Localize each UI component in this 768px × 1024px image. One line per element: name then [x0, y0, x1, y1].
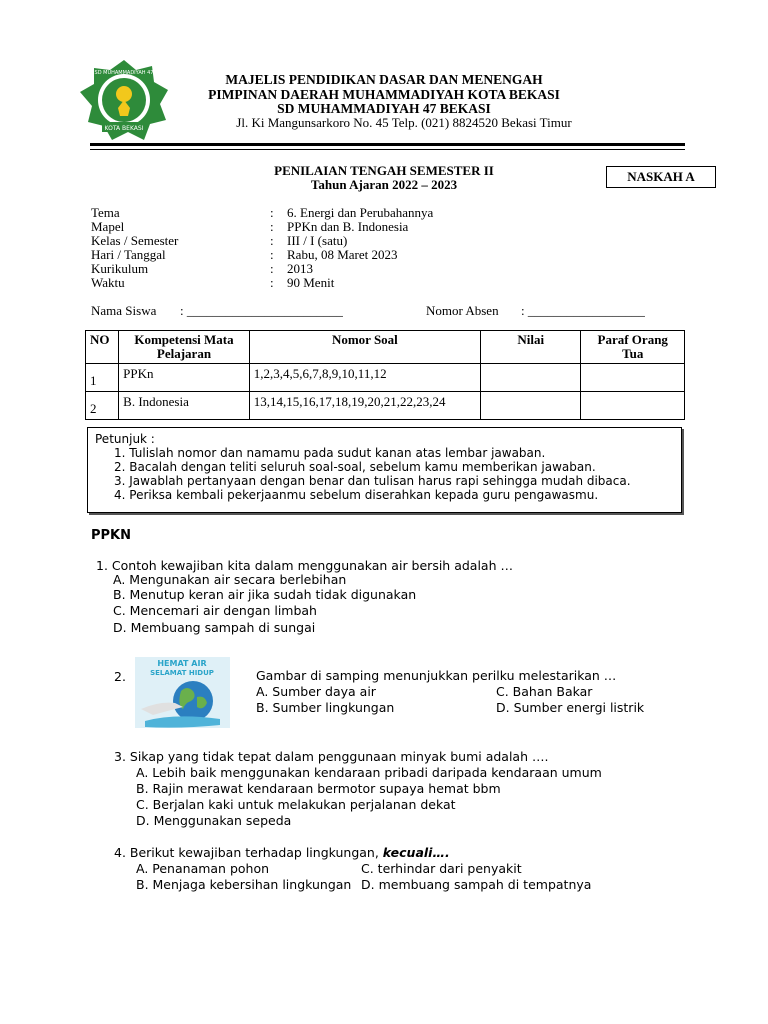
logo-top-text: SD MUHAMMADIYAH 47 — [94, 70, 154, 76]
question-1-option[interactable]: B. Menutup keran air jika sudah tidak digunakan — [113, 587, 417, 602]
info-label: Hari / Tanggal — [91, 247, 166, 262]
question-4-text: 4. Berikut kewajiban terhadap lingkungan, — [114, 845, 383, 860]
question-1-option[interactable]: A. Mengunakan air secara berlebihan — [113, 572, 347, 587]
image-text-1: HEMAT AIR — [157, 659, 207, 668]
logo-bottom-text: KOTA BEKASI — [104, 125, 144, 132]
table-header-nilai: Nilai — [480, 331, 581, 364]
image-text-2: SELAMAT HIDUP — [150, 669, 214, 677]
info-label: Waktu — [91, 275, 125, 290]
exam-year: Tahun Ajaran 2022 – 2023 — [310, 177, 458, 192]
question-2-option-b[interactable]: B. Sumber lingkungan — [256, 700, 395, 715]
question-2-option-d[interactable]: D. Sumber energi listrik — [496, 700, 645, 715]
header-address: Jl. Ki Mangunsarkoro No. 45 Telp. (021) 8824520 Bekasi Timur — [236, 115, 572, 130]
question-1: 1. Contoh kewajiban kita dalam menggunakan air bersih adalah … — [96, 558, 513, 573]
info-value: 90 Menit — [287, 275, 335, 290]
question-2-number: 2. — [114, 669, 126, 684]
row-paraf[interactable] — [581, 392, 685, 420]
info-value: 2013 — [287, 261, 313, 276]
table-row — [86, 364, 685, 392]
nomor-absen-field[interactable]: : __________________ — [521, 303, 645, 318]
row-nilai[interactable] — [480, 392, 581, 420]
row-nilai[interactable] — [480, 364, 581, 392]
row-soal: 13,14,15,16,17,18,19,20,21,22,23,24 — [249, 392, 480, 420]
earth-water-icon — [135, 657, 230, 728]
question-4-emphasis: kecuali…. — [382, 845, 450, 860]
instructions-title: Petunjuk : — [95, 432, 155, 446]
exam-title: PENILAIAN TENGAH SEMESTER II — [274, 163, 494, 178]
table-row — [86, 392, 685, 420]
info-value: PPKn dan B. Indonesia — [287, 219, 409, 234]
question-2: Gambar di samping menunjukkan perilku melestarikan … — [256, 668, 617, 683]
question-1-option[interactable]: D. Membuang sampah di sungai — [113, 620, 316, 635]
question-3-option[interactable]: A. Lebih baik menggunakan kendaraan pribadi daripada kendaraan umum — [136, 765, 602, 780]
section-title: PPKN — [91, 528, 132, 543]
question-4 — [114, 845, 450, 860]
question-4-option-b[interactable]: B. Menjaga kebersihan lingkungan — [136, 877, 352, 892]
question-2-option-a[interactable]: A. Sumber daya air — [256, 684, 376, 699]
instructions-box — [87, 427, 682, 513]
instruction-item: 3. Jawablah pertanyaan dengan benar dan tulisan harus rapi sehingga mudah dibaca. — [114, 474, 631, 488]
row-no: 1 — [86, 364, 119, 392]
question-4-option-c[interactable]: C. terhindar dari penyakit — [361, 861, 522, 876]
header-rule-thick — [90, 143, 685, 146]
header-line-1: MAJELIS PENDIDIKAN DASAR DAN MENENGAH — [225, 72, 543, 87]
table-header-no: NO — [86, 331, 119, 364]
info-label: Tema — [91, 205, 120, 220]
row-soal: 1,2,3,4,5,6,7,8,9,10,11,12 — [249, 364, 480, 392]
info-label: Kelas / Semester — [91, 233, 179, 248]
nama-siswa-field[interactable]: : ________________________ — [180, 303, 343, 318]
question-3-option[interactable]: B. Rajin merawat kendaraan bermotor supaya hemat bbm — [136, 781, 501, 796]
hemat-air-image — [135, 657, 230, 728]
instruction-item: 2. Bacalah dengan teliti seluruh soal-soal, sebelum kamu memberikan jawaban. — [114, 460, 596, 474]
question-2-option-c[interactable]: C. Bahan Bakar — [496, 684, 593, 699]
question-4-option-d[interactable]: D. membuang sampah di tempatnya — [361, 877, 592, 892]
question-3: 3. Sikap yang tidak tepat dalam penggunaan minyak bumi adalah …. — [114, 749, 549, 764]
row-no: 2 — [86, 392, 119, 420]
info-value: 6. Energi dan Perubahannya — [287, 205, 434, 220]
naskah-box: NASKAH A — [606, 166, 716, 188]
question-4-option-a[interactable]: A. Penanaman pohon — [136, 861, 270, 876]
instruction-item: 1. Tulislah nomor dan namamu pada sudut kanan atas lembar jawaban. — [114, 446, 546, 460]
row-mapel: B. Indonesia — [119, 392, 250, 420]
header-line-2: PIMPINAN DAERAH MUHAMMADIYAH KOTA BEKASI — [208, 87, 560, 102]
question-1-option[interactable]: C. Mencemari air dengan limbah — [113, 603, 317, 618]
row-paraf[interactable] — [581, 364, 685, 392]
info-label: Kurikulum — [91, 261, 149, 276]
question-3-option[interactable]: D. Menggunakan sepeda — [136, 813, 292, 828]
info-value: III / I (satu) — [287, 233, 348, 248]
header-line-3: SD MUHAMMADIYAH 47 BEKASI — [277, 101, 491, 116]
info-label: Mapel — [91, 219, 125, 234]
info-value: Rabu, 08 Maret 2023 — [287, 247, 398, 262]
competence-table — [85, 330, 685, 420]
header-rule-thin — [90, 149, 685, 150]
row-mapel: PPKn — [119, 364, 250, 392]
nomor-absen-label: Nomor Absen — [426, 303, 499, 318]
nama-siswa-label: Nama Siswa — [91, 303, 157, 318]
table-header-paraf: Paraf Orang Tua — [581, 331, 685, 364]
question-3-option[interactable]: C. Berjalan kaki untuk melakukan perjalanan dekat — [136, 797, 456, 812]
table-header-nomor-soal: Nomor Soal — [249, 331, 480, 364]
instruction-item: 4. Periksa kembali pekerjaanmu sebelum diserahkan kepada guru pengawasmu. — [114, 488, 599, 502]
table-header-kompetensi: Kompetensi Mata Pelajaran — [119, 331, 250, 364]
